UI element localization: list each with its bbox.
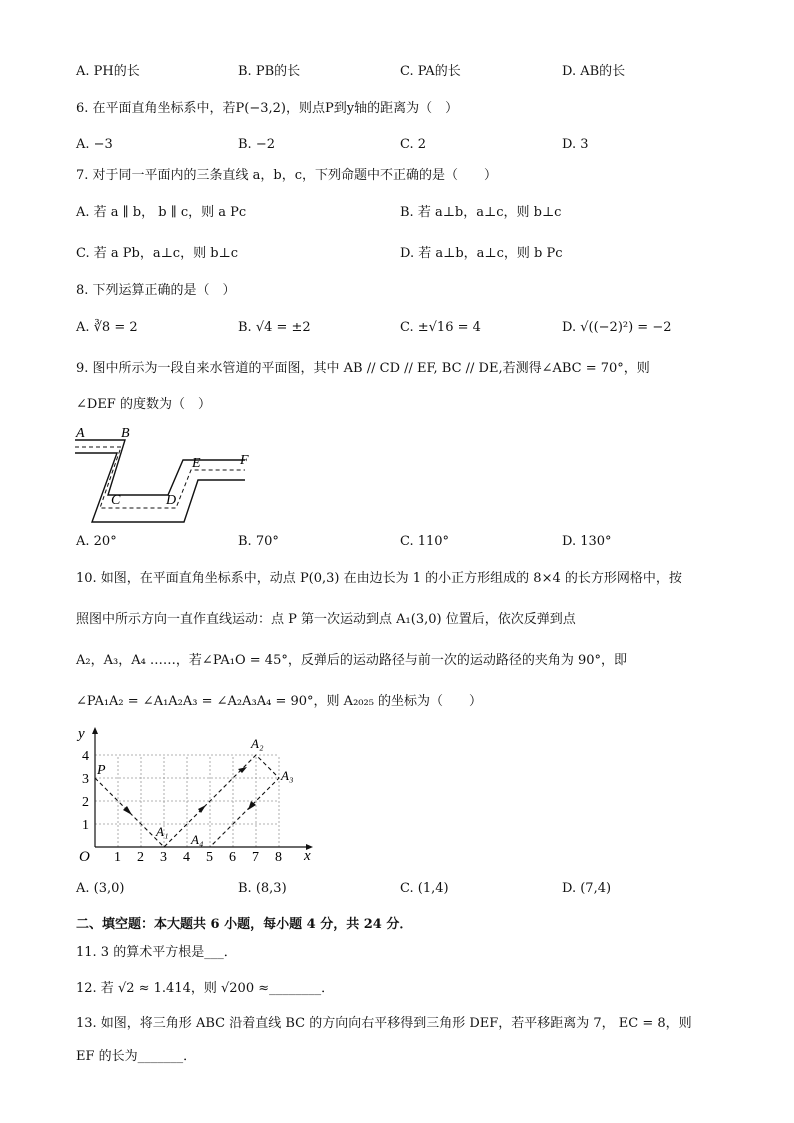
q12: 12. 若 √2 ≈ 1.414，则 √200 ≈________． [76, 981, 335, 996]
y-tick-label: 3 [82, 772, 89, 787]
q9-stem-line2: ∠DEF 的度数为（ ） [76, 397, 211, 412]
label-b: B [121, 426, 130, 441]
q6-option-a: A. −3 [76, 137, 113, 152]
pipe-diagram [70, 422, 260, 527]
x-tick-label: 4 [183, 850, 190, 865]
y-axis-label: y [78, 726, 85, 742]
coordinate-grid-figure [70, 722, 320, 867]
q10-option-a: A. (3,0) [76, 881, 125, 896]
q6-stem: 6. 在平面直角坐标系中，若P(−3,2)，则点P到y轴的距离为（ ） [76, 101, 459, 116]
pipe-inner-wall [75, 453, 245, 522]
x-tick-label: 5 [206, 850, 213, 865]
y-tick-label: 2 [82, 795, 89, 810]
q9-stem-line1: 9. 图中所示为一段自来水管道的平面图，其中 AB // CD // EF, BC // DE,若测得∠ABC = 70°，则 [76, 361, 650, 376]
point-a3-label: A₃ [281, 768, 294, 783]
q5-option-d: D. AB的长 [562, 64, 626, 79]
q10-option-d: D. (7,4) [562, 881, 612, 896]
point-a1-label: A₁ [156, 824, 169, 839]
q8-option-c: C. ±√16 = 4 [400, 320, 481, 335]
q8-option-d: D. √((−2)²) = −2 [562, 320, 672, 335]
label-a: A [76, 426, 85, 441]
pipe-outer-wall [75, 440, 245, 495]
y-tick-label: 4 [82, 749, 89, 764]
y-axis-arrow [92, 727, 98, 734]
x-tick-label: 7 [252, 850, 259, 865]
q10-option-b: B. (8,3) [238, 881, 287, 896]
q7-stem: 7. 对于同一平面内的三条直线 a，b，c，下列命题中不正确的是（ ） [76, 168, 498, 183]
q10-option-c: C. (1,4) [400, 881, 449, 896]
q10-stem-line2: 照图中所示方向一直作直线运动：点 P 第一次运动到点 A₁(3,0) 位置后，依次反弹到点 [76, 612, 576, 627]
q5-option-c: C. PA的长 [400, 64, 461, 79]
q8-option-b: B. √4 = ±2 [238, 320, 311, 335]
q6-option-d: D. 3 [562, 137, 589, 152]
q9-option-d: D. 130° [562, 534, 612, 549]
q8-stem: 8. 下列运算正确的是（ ） [76, 283, 236, 298]
x-tick-label: 1 [114, 850, 121, 865]
label-d: D [166, 493, 177, 508]
x-tick-label: 6 [229, 850, 236, 865]
x-tick-label: 8 [275, 850, 282, 865]
q5-option-b: B. PB的长 [238, 64, 301, 79]
q9-option-c: C. 110° [400, 534, 450, 549]
q11: 11. 3 的算术平方根是___． [76, 945, 237, 960]
label-e: E [192, 456, 201, 471]
q6-option-c: C. 2 [400, 137, 427, 152]
q7-option-c: C. 若 a Pb，a⊥c，则 b⊥c [76, 246, 239, 261]
q10-stem-line1: 10. 如图，在平面直角坐标系中，动点 P(0,3) 在由边长为 1 的小正方形组成的 8×4 的长方形网格中，按 [76, 571, 682, 586]
label-c: C [111, 493, 121, 508]
point-a2-label: A₂ [251, 736, 264, 751]
q9-option-b: B. 70° [238, 534, 279, 549]
section-2-heading: 二、填空题：本大题共 6 小题，每小题 4 分，共 24 分． [76, 917, 413, 932]
x-tick-label: 3 [160, 850, 167, 865]
q10-stem-line3: A₂，A₃，A₄ ……，若∠PA₁O = 45°，反弹后的运动路径与前一次的运动路径的夹角为 90°，即 [76, 653, 628, 668]
point-a4-label: A₄ [191, 832, 204, 847]
grid-lines [95, 755, 279, 847]
q7-option-d: D. 若 a⊥b，a⊥c，则 b Pc [400, 246, 563, 261]
x-axis-label: x [304, 848, 311, 864]
q8-option-a: A. ∛8 = 2 [76, 320, 138, 335]
q13-line1: 13. 如图，将三角形 ABC 沿着直线 BC 的方向向右平移得到三角形 DEF，若平移距离为 7， EC = 8，则 [76, 1016, 692, 1031]
q9-option-a: A. 20° [76, 534, 117, 549]
origin-label: O [79, 849, 90, 865]
point-p-label: P [97, 763, 106, 778]
q7-option-b: B. 若 a⊥b，a⊥c，则 b⊥c [400, 205, 562, 220]
y-tick-label: 1 [82, 818, 89, 833]
q6-option-b: B. −2 [238, 137, 275, 152]
q5-option-a: A. PH的长 [76, 64, 140, 79]
q7-option-a: A. 若 a ∥ b， b ∥ c，则 a Pc [76, 205, 247, 220]
arrow-1 [123, 806, 132, 815]
q10-stem-line4: ∠PA₁A₂ = ∠A₁A₂A₃ = ∠A₂A₃A₄ = 90°，则 A₂₀₂₅ 的坐标为（ ） [76, 694, 483, 709]
q13-line2: EF 的长为_______． [76, 1049, 197, 1064]
label-f: F [240, 453, 249, 468]
x-tick-label: 2 [137, 850, 144, 865]
